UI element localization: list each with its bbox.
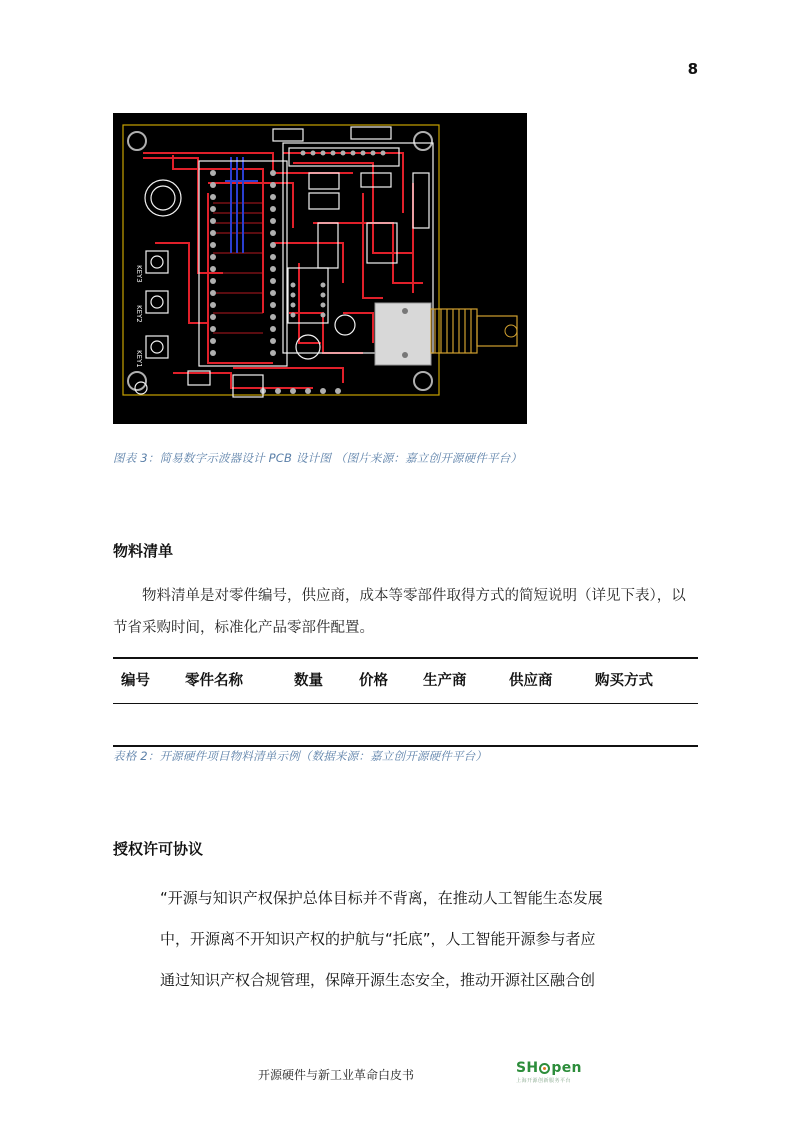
shopen-logo bbox=[516, 1060, 596, 1090]
table-header-cell: 零件名称 bbox=[185, 673, 243, 689]
table-header-cell: 价格 bbox=[359, 673, 388, 689]
figure-caption: 图表 3：简易数字示波器设计 PCB 设计图 （图片来源：嘉立创开源硬件平台） bbox=[113, 451, 523, 465]
bom-paragraph: 物料清单是对零件编号，供应商，成本等零部件取得方式的简短说明（详见下表），以节省采购时间，标准化产品零部件配置。 bbox=[113, 588, 686, 636]
quote-line: “开源与知识产权保护总体目标并不背离，在推动人工智能生态发展 bbox=[160, 889, 603, 907]
table-header-cell: 数量 bbox=[294, 673, 323, 689]
table-top-rule bbox=[113, 657, 698, 659]
table-header-cell: 编号 bbox=[121, 673, 150, 689]
page-number: 8 bbox=[687, 60, 698, 78]
footer-title: 开源硬件与新工业革命白皮书 bbox=[258, 1068, 415, 1082]
table-header-rule bbox=[113, 703, 698, 704]
logo-o-icon bbox=[539, 1063, 550, 1074]
logo-text-right: pen bbox=[551, 1060, 582, 1076]
logo-text-left: SH bbox=[516, 1060, 539, 1076]
pcb-label-key1: KEY1 bbox=[135, 350, 143, 368]
bom-heading: 物料清单 bbox=[113, 542, 174, 560]
quote-line: 中，开源离不开知识产权的护航与“托底”，人工智能开源参与者应 bbox=[160, 930, 596, 948]
quote-line: 通过知识产权合规管理，保障开源生态安全，推动开源社区融合创 bbox=[160, 971, 596, 989]
table-header-cell: 供应商 bbox=[509, 673, 553, 689]
pcb-label-key3: KEY3 bbox=[135, 265, 143, 283]
pcb-label-key2: KEY2 bbox=[135, 305, 143, 323]
pcb-design-image bbox=[113, 113, 527, 424]
table-header-cell: 购买方式 bbox=[595, 673, 653, 689]
license-heading: 授权许可协议 bbox=[113, 840, 204, 858]
bom-table bbox=[113, 657, 698, 747]
table-header-cell: 生产商 bbox=[423, 673, 467, 689]
table-caption: 表格 2：开源硬件项目物料清单示例（数据来源：嘉立创开源硬件平台） bbox=[113, 749, 488, 763]
logo-subtitle: 上海开源创新服务平台 bbox=[516, 1078, 572, 1084]
license-quote bbox=[160, 878, 660, 1001]
table-bottom-rule bbox=[113, 745, 698, 747]
